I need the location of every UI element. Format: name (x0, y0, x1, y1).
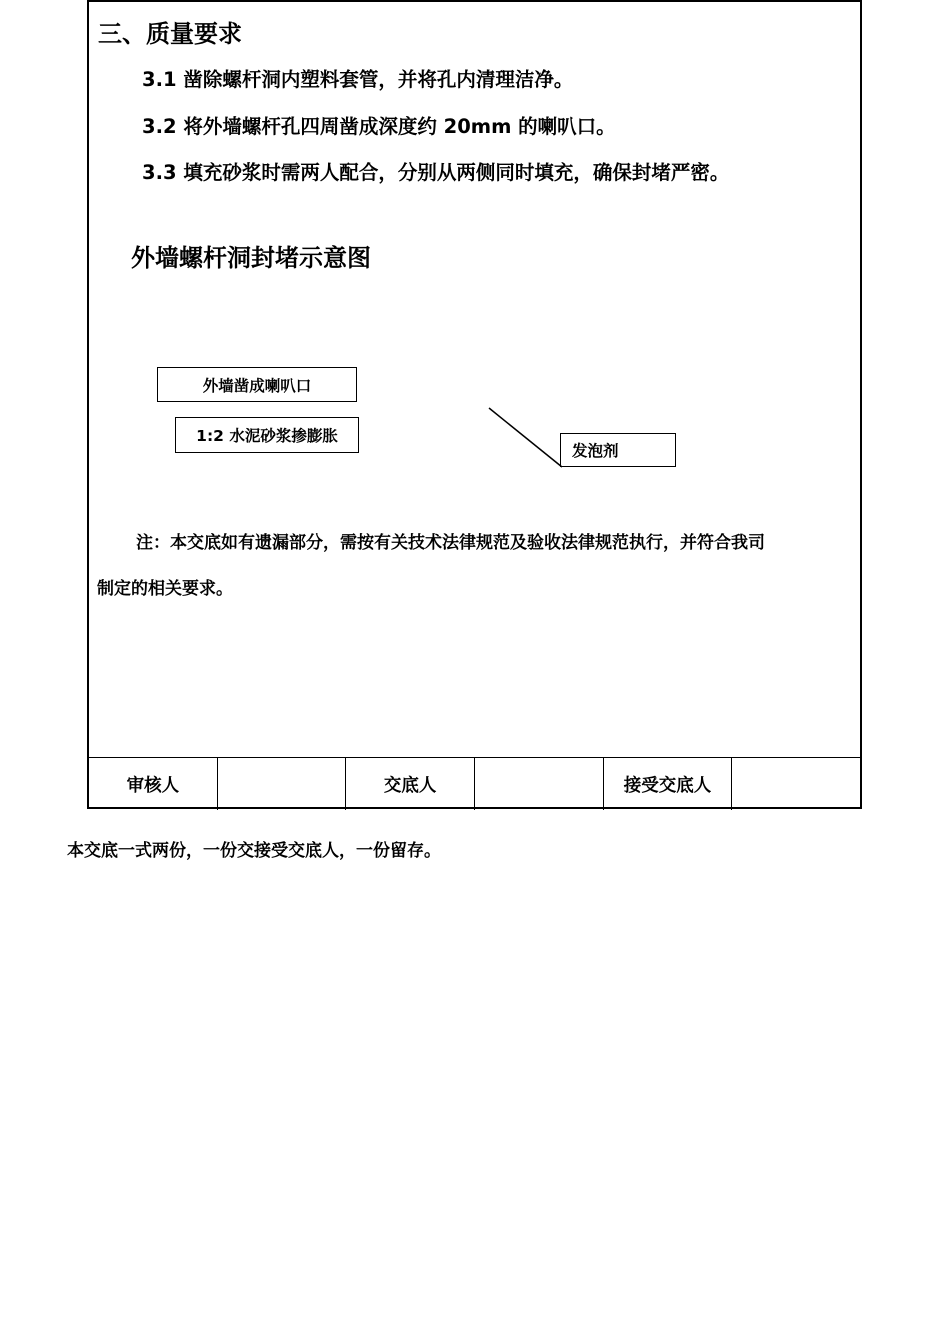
diagram-label-mortar: 1:2 水泥砂浆掺膨胀 (175, 417, 359, 453)
section-title: 三、质量要求 (98, 20, 242, 48)
diagram-title: 外墙螺杆洞封堵示意图 (131, 244, 371, 272)
disclosure-frame (87, 0, 862, 809)
discloser-signature-cell[interactable] (475, 758, 604, 810)
reviewer-signature-cell[interactable] (218, 758, 347, 810)
discloser-label: 交底人 (346, 758, 475, 810)
note-line: 制定的相关要求。 (97, 579, 233, 599)
note-line: 注：本交底如有遗漏部分，需按有关技术法律规范及验收法律规范执行，并符合我司 (136, 533, 765, 553)
receiver-label: 接受交底人 (604, 758, 733, 810)
requirement-item: 3.1 凿除螺杆洞内塑料套管，并将孔内清理洁净。 (142, 68, 574, 91)
requirement-item: 3.3 填充砂浆时需两人配合，分别从两侧同时填充，确保封堵严密。 (142, 161, 730, 184)
signature-row (89, 757, 860, 810)
diagram-label-foam: 发泡剂 (560, 433, 676, 467)
requirement-item: 3.2 将外墙螺杆孔四周凿成深度约 20mm 的喇叭口。 (142, 115, 616, 138)
diagram-label-flare: 外墙凿成喇叭口 (157, 367, 357, 402)
footer-note: 本交底一式两份，一份交接受交底人，一份留存。 (67, 841, 441, 861)
diagram-leader-line (89, 2, 860, 809)
reviewer-label: 审核人 (89, 758, 218, 810)
receiver-signature-cell[interactable] (732, 758, 860, 810)
